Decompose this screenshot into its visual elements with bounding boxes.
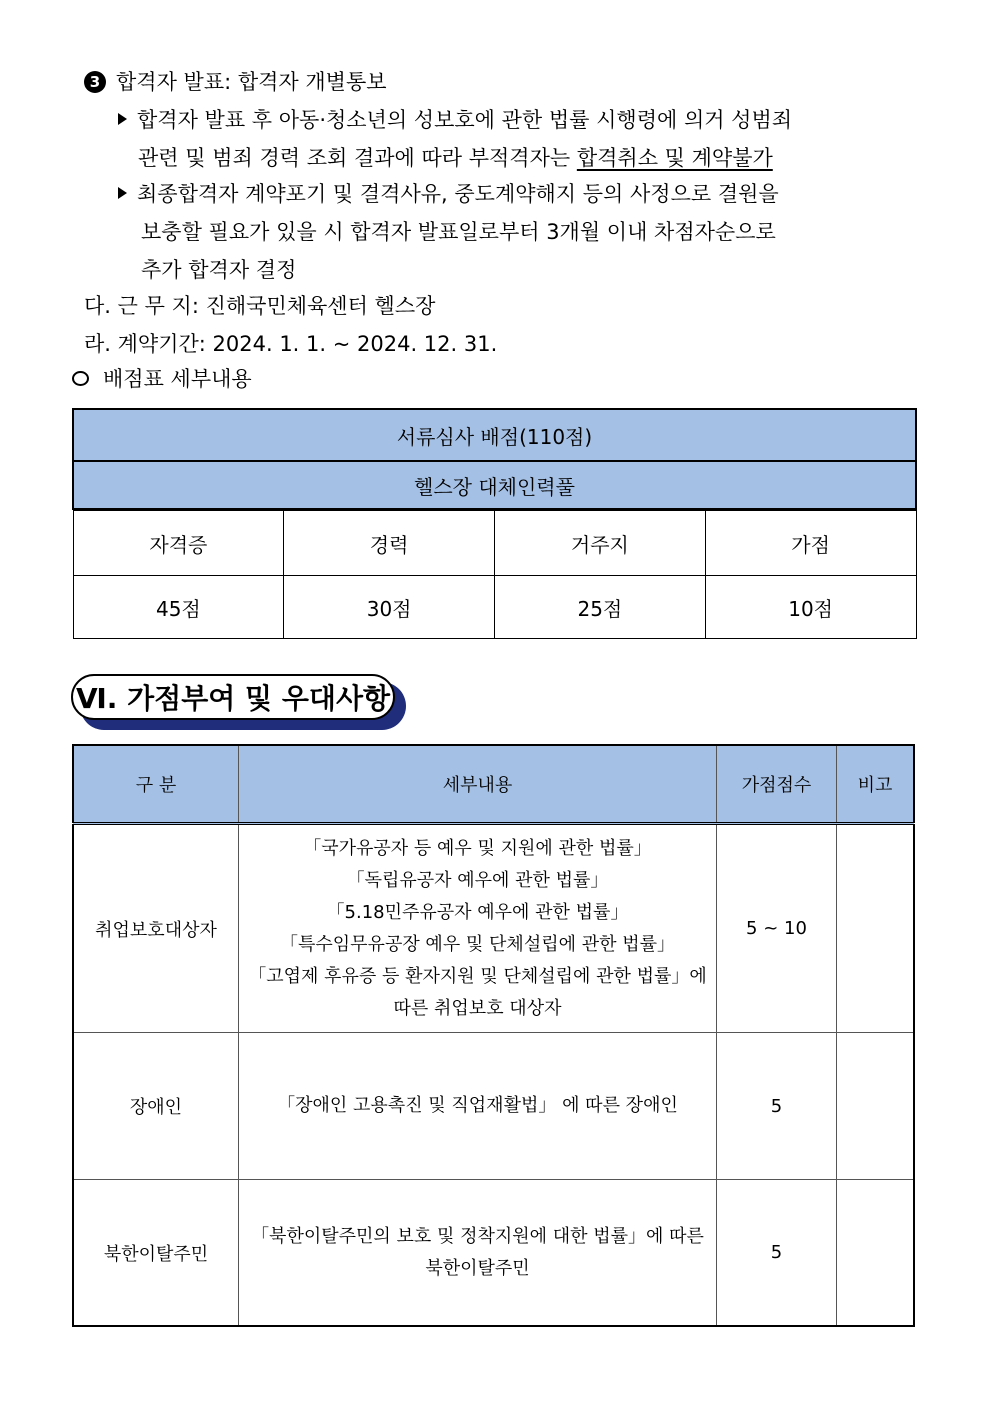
bonus-points: 5: [717, 1180, 837, 1327]
bullet1-line1: [118, 106, 792, 134]
score-col-header: 자격증: [73, 511, 284, 576]
score-table: [72, 408, 917, 639]
score-value: 10점: [705, 576, 916, 639]
section3-heading: [84, 68, 387, 96]
bonus-detail: [239, 1033, 717, 1180]
score-table-title: 서류심사 배점(110점): [73, 409, 916, 461]
bullet1-underlined-text: 합격취소 및 계약불가: [576, 146, 773, 170]
score-heading: [72, 365, 252, 393]
bonus-header-detail: 세부내용: [239, 745, 717, 824]
table-row: [73, 1033, 914, 1180]
detail-line: 「독립유공자 예우에 관한 법률」: [346, 869, 609, 891]
bonus-table: [72, 744, 915, 1327]
contract-period-line: 라. 계약기간: 2024. 1. 1. ~ 2024. 12. 31.: [84, 332, 498, 356]
bonus-category: 장애인: [73, 1033, 239, 1180]
detail-line: 「국가유공자 등 예우 및 지원에 관한 법률」: [303, 837, 652, 859]
bonus-header-category: 구 분: [73, 745, 239, 824]
bonus-detail: [239, 824, 717, 1033]
detail-line: 「특수임무유공장 예우 및 단체설립에 관한 법률」: [280, 933, 675, 955]
section3-title: 합격자 발표: 합격자 개별통보: [116, 70, 387, 94]
bullet1-text2: 관련 및 범죄 경력 조회 결과에 따라 부적격자는: [138, 146, 577, 170]
bullet1-line2: [138, 144, 773, 172]
detail-line: 「장애인 고용촉진 및 직업재활법」 에 따른 장애인: [277, 1095, 678, 1116]
table-row: [73, 824, 914, 1033]
triangle-bullet-icon: [118, 187, 127, 199]
bullet2-text1: 최종합격자 계약포기 및 결격사유, 중도계약해지 등의 사정으로 결원을: [137, 182, 779, 206]
bonus-points: 5: [717, 1033, 837, 1180]
detail-line: 「고엽제 후유증 등 환자지원 및 단체설립에 관한 법률」에: [248, 965, 707, 987]
workplace-line: 다. 근 무 지: 진해국민체육센터 헬스장: [84, 294, 436, 318]
circle-bullet-icon: [72, 371, 89, 386]
section6-title: Ⅵ. 가점부여 및 우대사항: [71, 674, 395, 720]
score-value: 25점: [495, 576, 706, 639]
score-col-header: 가점: [705, 511, 916, 576]
table-row: [73, 1180, 914, 1327]
bonus-header-points: 가점점수: [717, 745, 837, 824]
bullet1-text1: 합격자 발표 후 아동·청소년의 성보호에 관한 법률 시행령에 의거 성범죄: [137, 108, 793, 132]
bonus-category: 취업보호대상자: [73, 824, 239, 1033]
detail-line: 「북한이탈주민의 보호 및 정착지원에 대한 법률」에 따른: [251, 1225, 704, 1247]
triangle-bullet-icon: [118, 113, 127, 125]
score-col-header: 경력: [284, 511, 495, 576]
bullet2-line3: 추가 합격자 결정: [141, 258, 297, 282]
bonus-header-note: 비고: [837, 745, 915, 824]
score-col-header: 거주지: [495, 511, 706, 576]
circled-number-icon: 3: [84, 71, 106, 93]
score-heading-text: 배점표 세부내용: [103, 367, 252, 391]
bonus-category: 북한이탈주민: [73, 1180, 239, 1327]
detail-line: 「5.18민주유공자 예우에 관한 법률」: [326, 901, 629, 923]
score-value: 30점: [284, 576, 495, 639]
score-table-subtitle: 헬스장 대체인력풀: [73, 461, 916, 509]
bonus-detail: [239, 1180, 717, 1327]
detail-line: 따른 취업보호 대상자: [393, 997, 562, 1019]
bonus-note: [837, 824, 915, 1033]
bullet2-line1: [118, 180, 779, 208]
bonus-note: [837, 1033, 915, 1180]
bullet2-line2: 보충할 필요가 있을 시 합격자 발표일로부터 3개월 이내 차점자순으로: [141, 220, 776, 244]
score-value: 45점: [73, 576, 284, 639]
bonus-points: 5 ~ 10: [717, 824, 837, 1033]
detail-line: 북한이탈주민: [425, 1257, 530, 1279]
bonus-note: [837, 1180, 915, 1327]
